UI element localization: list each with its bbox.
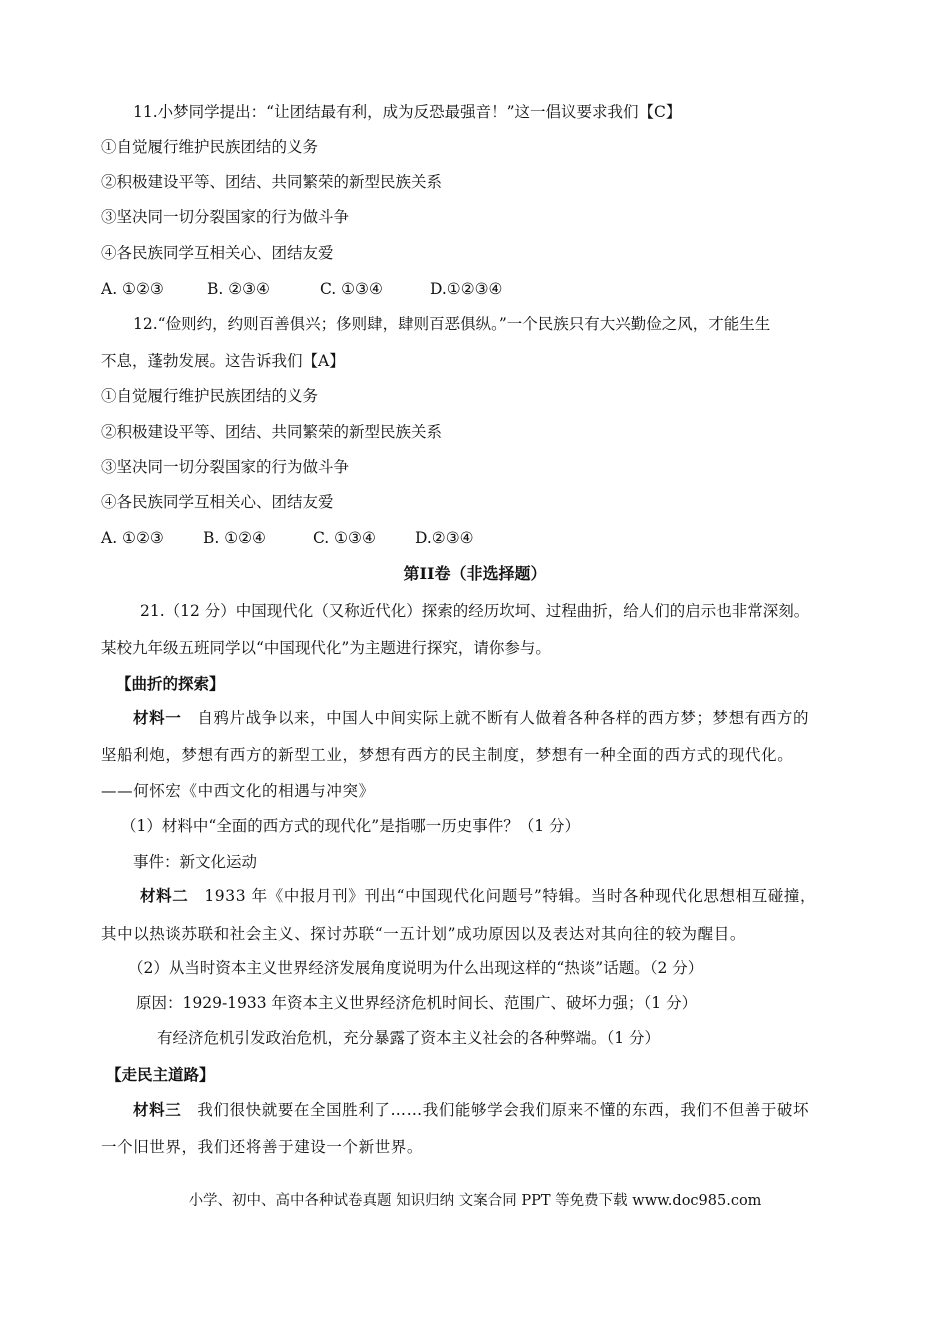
q12-stem-line1: 12.“俭则约，约则百善俱兴；侈则肆，肆则百恶俱纵。”一个民族只有大兴勤俭之风，才能生生 — [133, 315, 771, 333]
q12-item-1: ①自觉履行维护民族团结的义务 — [101, 387, 319, 405]
q21-answer-2-line1: 原因：1929-1933 年资本主义世界经济危机时间长、范围广、破坏力强；（1 分） — [136, 994, 698, 1012]
q11-option-c: C. ①③④ — [320, 280, 383, 298]
q12-option-c: C. ①③④ — [313, 529, 376, 547]
q12-stem-line2: 不息，蓬勃发展。这告诉我们【A】 — [101, 352, 345, 370]
q12-item-4: ④各民族同学互相关心、团结友爱 — [101, 493, 334, 511]
q11-item-1: ①自觉履行维护民族团结的义务 — [101, 138, 319, 156]
material3-text: 我们很快就要在全国胜利了……我们能够学会我们原来不懂的东西，我们不但善于破坏 — [197, 1101, 810, 1119]
q11-option-b: B. ②③④ — [207, 280, 270, 298]
q21-subquestion-2: （2）从当时资本主义世界经济发展角度说明为什么出现这样的“热谈”话题。（2 分） — [128, 959, 704, 977]
q21-subquestion-1: （1）材料中“全面的西方式的现代化”是指哪一历史事件？（1 分） — [121, 817, 581, 835]
q21-answer-1: 事件：新文化运动 — [133, 853, 258, 871]
q21-material2-line1 — [140, 886, 816, 906]
q12-item-2: ②积极建设平等、团结、共同繁荣的新型民族关系 — [101, 423, 443, 441]
page-footer: 小学、初中、高中各种试卷真题 知识归纳 文案合同 PPT 等免费下载 www.doc985.com — [188, 1193, 762, 1209]
q11-item-3: ③坚决同一切分裂国家的行为做斗争 — [101, 208, 350, 226]
q21-material2-line2: 其中以热谈苏联和社会主义、探讨苏联“一五计划”成功原因以及表达对其向往的较为醒目。 — [101, 925, 746, 943]
q12-option-d: D.②③④ — [415, 529, 474, 547]
q21-material1-line1 — [133, 708, 809, 728]
q11-option-d: D.①②③④ — [430, 280, 503, 298]
q21-intro-line1: 21.（12 分）中国现代化（又称近代化）探索的经历坎坷、过程曲折，给人们的启示也非常深刻。 — [140, 602, 810, 620]
material2-text: 1933 年《中报月刊》刊出“中国现代化问题号”特辑。当时各种现代化思想相互碰撞， — [204, 887, 817, 905]
q11-item-4: ④各民族同学互相关心、团结友爱 — [101, 244, 334, 262]
material3-label: 材料三 — [133, 1100, 182, 1119]
q12-item-3: ③坚决同一切分裂国家的行为做斗争 — [101, 458, 350, 476]
q11-stem: 11.小梦同学提出：“让团结最有利，成为反恐最强音！”这一倡议要求我们【C】 — [133, 103, 682, 121]
material1-label: 材料一 — [133, 708, 182, 727]
q21-heading-democracy: 【走民主道路】 — [106, 1065, 215, 1084]
section-title: 第II卷（非选择题） — [403, 564, 547, 583]
q21-answer-2-line2: 有经济危机引发政治危机，充分暴露了资本主义社会的各种弊端。（1 分） — [157, 1029, 661, 1047]
q12-option-a: A. ①②③ — [101, 529, 164, 547]
q21-heading-exploration: 【曲折的探索】 — [116, 674, 225, 693]
q11-option-a: A. ①②③ — [101, 280, 164, 298]
q11-item-2: ②积极建设平等、团结、共同繁荣的新型民族关系 — [101, 173, 443, 191]
q12-option-b: B. ①②④ — [203, 529, 266, 547]
q21-material3-line1 — [133, 1100, 809, 1120]
material1-text: 自鸦片战争以来，中国人中间实际上就不断有人做着各种各样的西方梦；梦想有西方的 — [197, 709, 810, 727]
material2-label: 材料二 — [140, 886, 189, 905]
q21-material1-source: ——何怀宏《中西文化的相遇与冲突》 — [101, 782, 375, 800]
q21-material3-line2: 一个旧世界，我们还将善于建设一个新世界。 — [101, 1138, 424, 1156]
q21-material1-line2: 坚船利炮，梦想有西方的新型工业，梦想有西方的民主制度，梦想有一种全面的西方式的现代化。 — [101, 746, 794, 764]
q21-intro-line2: 某校九年级五班同学以“中国现代化”为主题进行探究，请你参与。 — [101, 639, 551, 657]
